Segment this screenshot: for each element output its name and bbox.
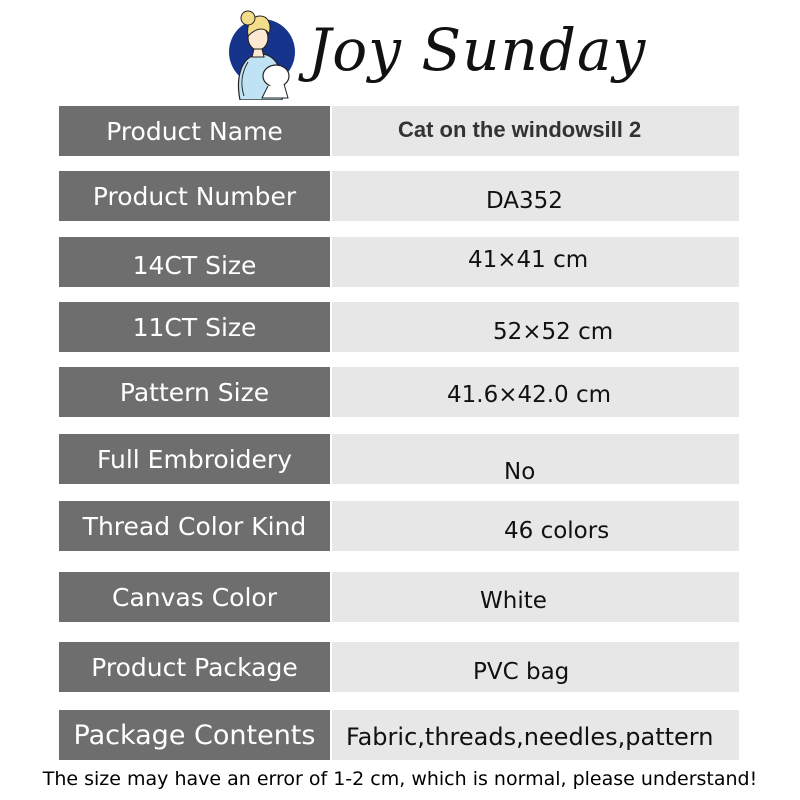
spec-row-package-contents [59,710,739,760]
spec-row-11ct-size [59,302,739,352]
spec-value-text: 41×41 cm [468,247,589,273]
spec-value-text: 41.6×42.0 cm [447,382,612,408]
spec-label: Product Package [59,642,330,692]
spec-label: Pattern Size [59,367,330,417]
spec-row-product-name [59,106,739,156]
spec-value [332,434,739,484]
spec-label: Canvas Color [59,572,330,622]
spec-value-text: Cat on the windowsill 2 [398,117,642,142]
spec-value-text: No [504,459,536,485]
spec-label: Thread Color Kind [59,501,330,551]
spec-row-product-number [59,171,739,221]
spec-row-14ct-size [59,237,739,287]
spec-label: 14CT Size [59,237,330,287]
spec-value [332,572,739,622]
spec-row-full-embroidery [59,434,739,484]
spec-value [332,501,739,551]
spec-row-pattern-size [59,367,739,417]
spec-label: Product Name [59,106,330,156]
embroidery-lady-icon [218,2,302,100]
spec-value [332,106,739,156]
spec-label: 11CT Size [59,302,330,352]
spec-value [332,171,739,221]
spec-value [332,642,739,692]
spec-value-text: White [480,588,547,614]
spec-value [332,302,739,352]
spec-value-text: 52×52 cm [493,319,614,345]
spec-label: Product Number [59,171,330,221]
spec-value-text: 46 colors [504,518,610,544]
spec-value [332,237,739,287]
spec-row-canvas-color [59,572,739,622]
spec-value-text: Fabric,threads,needles,pattern [346,723,714,751]
brand-logo-text: Joy Sunday [308,16,647,84]
brand-header [0,0,800,100]
spec-label: Package Contents [59,710,330,760]
spec-value [332,367,739,417]
spec-row-product-package [59,642,739,692]
size-error-note: The size may have an error of 1-2 cm, which is normal, please understand! [42,768,758,790]
spec-value [332,710,739,760]
spec-label: Full Embroidery [59,434,330,484]
spec-value-text: PVC bag [473,659,570,685]
spec-row-thread-color-kind [59,501,739,551]
spec-value-text: DA352 [486,188,563,214]
